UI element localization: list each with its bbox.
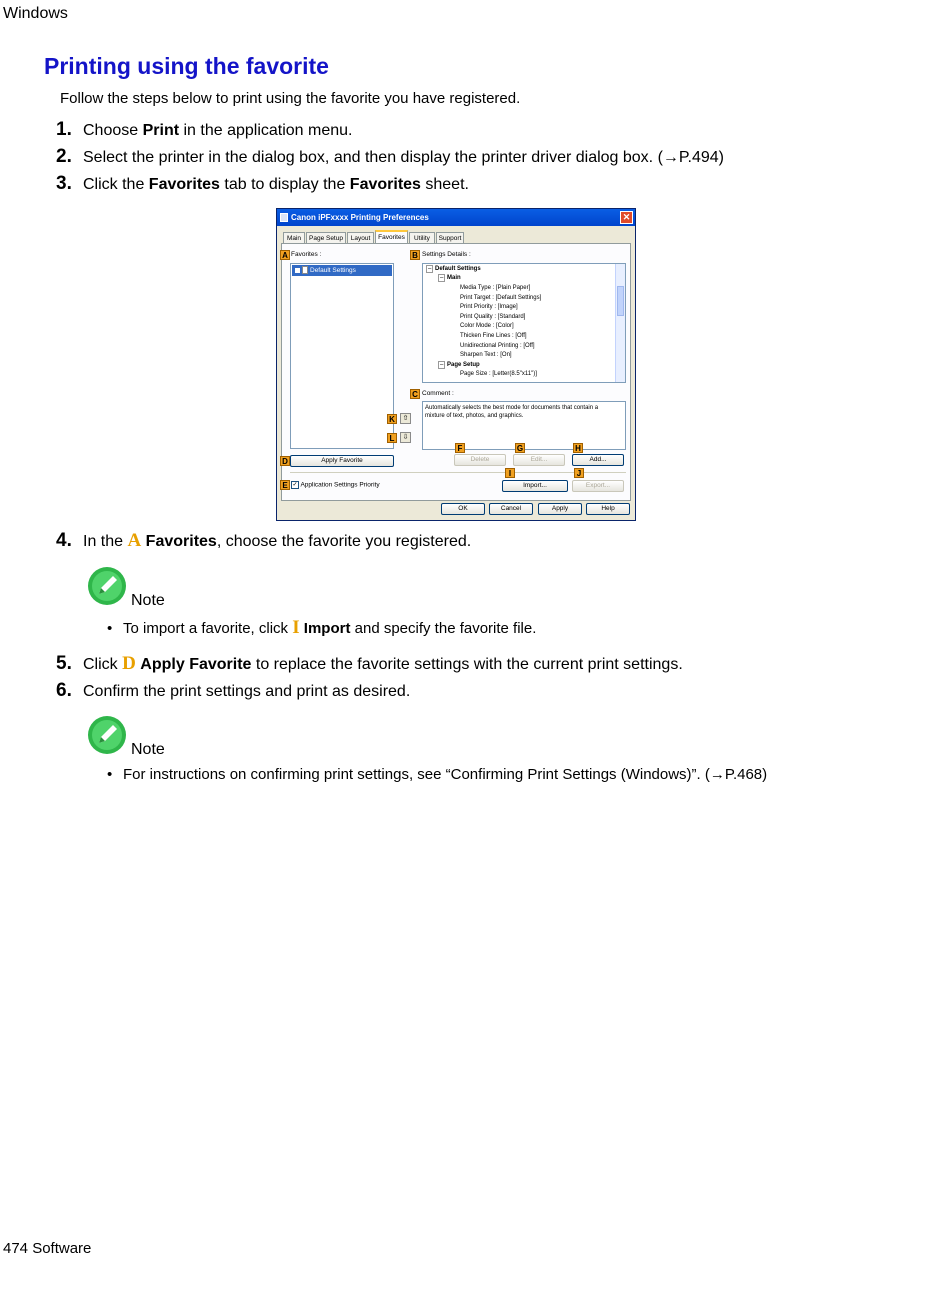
favorites-list[interactable] [290,263,394,449]
settings-details-tree[interactable] [422,263,626,383]
step-text: Choose [83,122,143,139]
printing-preferences-dialog [276,208,636,521]
note-bullet [107,766,767,783]
bullet-icon [295,268,300,273]
callout-a: A [280,250,290,260]
note-pencil-icon [87,715,127,755]
step-6 [56,680,410,702]
apply-button[interactable]: Apply [538,503,582,515]
note-text: and specify the favorite file. [350,620,537,637]
help-button[interactable]: Help [586,503,630,515]
step-bold: Print [142,122,180,139]
favorites-label: Favorites : [291,251,322,258]
tab-favorites[interactable]: Favorites [375,230,408,243]
tree-item: Sharpen Text : [On] [460,352,512,358]
note-bullet [107,617,536,639]
step-number: 1. [56,119,72,140]
tree-item: Print Priority : [Image] [460,304,518,310]
add-button[interactable]: Add... [572,454,624,466]
step-text: , choose the favorite you registered. [216,533,472,550]
scrollbar-thumb[interactable] [617,286,624,316]
step-number: 4. [56,530,72,551]
tab-page-setup[interactable]: Page Setup [306,232,346,243]
callout-letter: D [122,653,136,674]
step-bold: Favorites [148,176,220,193]
tree-item: Unidirectional Printing : [Off] [460,343,535,349]
step-bold: Favorites [145,533,217,550]
step-5 [56,653,683,675]
favorites-item-label: Default Settings [310,267,356,274]
step-number: 6. [56,680,72,701]
printer-icon [280,213,288,222]
export-button[interactable]: Export... [572,480,624,492]
app-priority-label: Application Settings Priority [300,481,380,489]
dialog-title: Canon iPFxxxx Printing Preferences [291,213,429,222]
page-footer: 474 Software [3,1240,92,1257]
settings-details-label: Settings Details : [422,251,471,258]
callout-l: L [387,433,397,443]
import-button[interactable]: Import... [502,480,568,492]
step-text: in the application menu. [179,122,353,139]
tree-item: Print Target : [Default Settings] [460,295,542,301]
bullet-dot: • [107,766,113,783]
step-text: to replace the favorite settings with the current print settings. [251,656,683,673]
callout-b: B [410,250,420,260]
app-priority-checkbox[interactable] [291,481,380,489]
checkbox-icon[interactable]: ✓ [292,482,298,488]
apply-favorite-button[interactable]: Apply Favorite [290,455,394,467]
step-4 [56,530,471,552]
document-icon [302,266,308,274]
note-pencil-icon [87,566,127,606]
callout-c: C [410,389,420,399]
tree-item: – Default Settings [428,266,481,272]
vertical-scrollbar[interactable] [615,264,625,382]
note-label: Note [131,741,165,758]
note-text: To import a favorite, click [123,620,293,637]
tree-item: Thicken Fine Lines : [Off] [460,333,527,339]
tab-layout[interactable]: Layout [347,232,374,243]
callout-j: J [574,468,584,478]
callout-letter: I [292,617,300,638]
tree-item: – Page Setup [440,362,480,368]
tree-label: Page Setup [447,362,480,368]
callout-f: F [455,443,465,453]
move-up-button[interactable]: ⇧ [400,413,411,424]
comment-box: Automatically selects the best mode for documents that contain a mixture of text, photos, and graphics. [422,401,626,450]
step-text: Click [83,656,123,673]
tree-item: Print Quality : [Standard] [460,314,526,320]
tree-item: Page Size : [Letter(8.5"x11")] [460,371,537,377]
tree-label: Main [447,275,461,281]
step-text: Confirm the print settings and print as desired. [83,683,411,700]
step-text: sheet. [420,176,469,193]
comment-label: Comment : [422,390,454,397]
callout-h: H [573,443,583,453]
callout-i: I [505,468,515,478]
tab-support[interactable]: Support [436,232,464,243]
callout-e: E [280,480,290,490]
note-label: Note [131,592,165,609]
callout-g: G [516,444,524,453]
step-2 [56,146,724,168]
page-header: Windows [3,5,68,22]
step-bold: Favorites [349,176,421,193]
note-bold: Import [303,620,351,637]
step-number: 5. [56,653,72,674]
step-1 [56,119,353,141]
callout-d: D [280,456,290,466]
note-text: For instructions on confirming print settings, see “Confirming Print Settings (Windows)”. (→P.468) [123,766,768,783]
step-bold: Apply Favorite [140,656,252,673]
bullet-dot: • [107,620,113,637]
move-down-button[interactable]: ⇩ [400,432,411,443]
tree-item: – Main [440,275,461,281]
favorites-item-default[interactable] [292,265,392,276]
tree-label: Default Settings [435,266,481,272]
tab-main[interactable]: Main [283,232,305,243]
section-title: Printing using the favorite [44,53,329,79]
cancel-button[interactable]: Cancel [489,503,533,515]
delete-button[interactable]: Delete [454,454,506,466]
dialog-titlebar [277,209,635,226]
step-text: tab to display the [219,176,350,193]
step-text: Click the [83,176,149,193]
intro-text: Follow the steps below to print using the favorite you have registered. [60,90,521,107]
tab-utility[interactable]: Utility [409,232,435,243]
tree-item: Color Mode : [Color] [460,323,514,329]
favorites-sheet [281,243,631,501]
step-text: In the [83,533,128,550]
step-number: 3. [56,173,72,194]
edit-button[interactable]: Edit... [513,454,565,466]
callout-k: K [387,414,397,424]
step-text: Select the printer in the dialog box, and then display the printer driver dialog box. (→P.494) [83,149,724,166]
callout-letter: A [127,530,142,551]
ok-button[interactable]: OK [441,503,485,515]
tree-item: Media Type : [Plain Paper] [460,285,531,291]
step-number: 2. [56,146,72,167]
close-icon[interactable]: ✕ [620,211,633,224]
step-3 [56,173,469,195]
